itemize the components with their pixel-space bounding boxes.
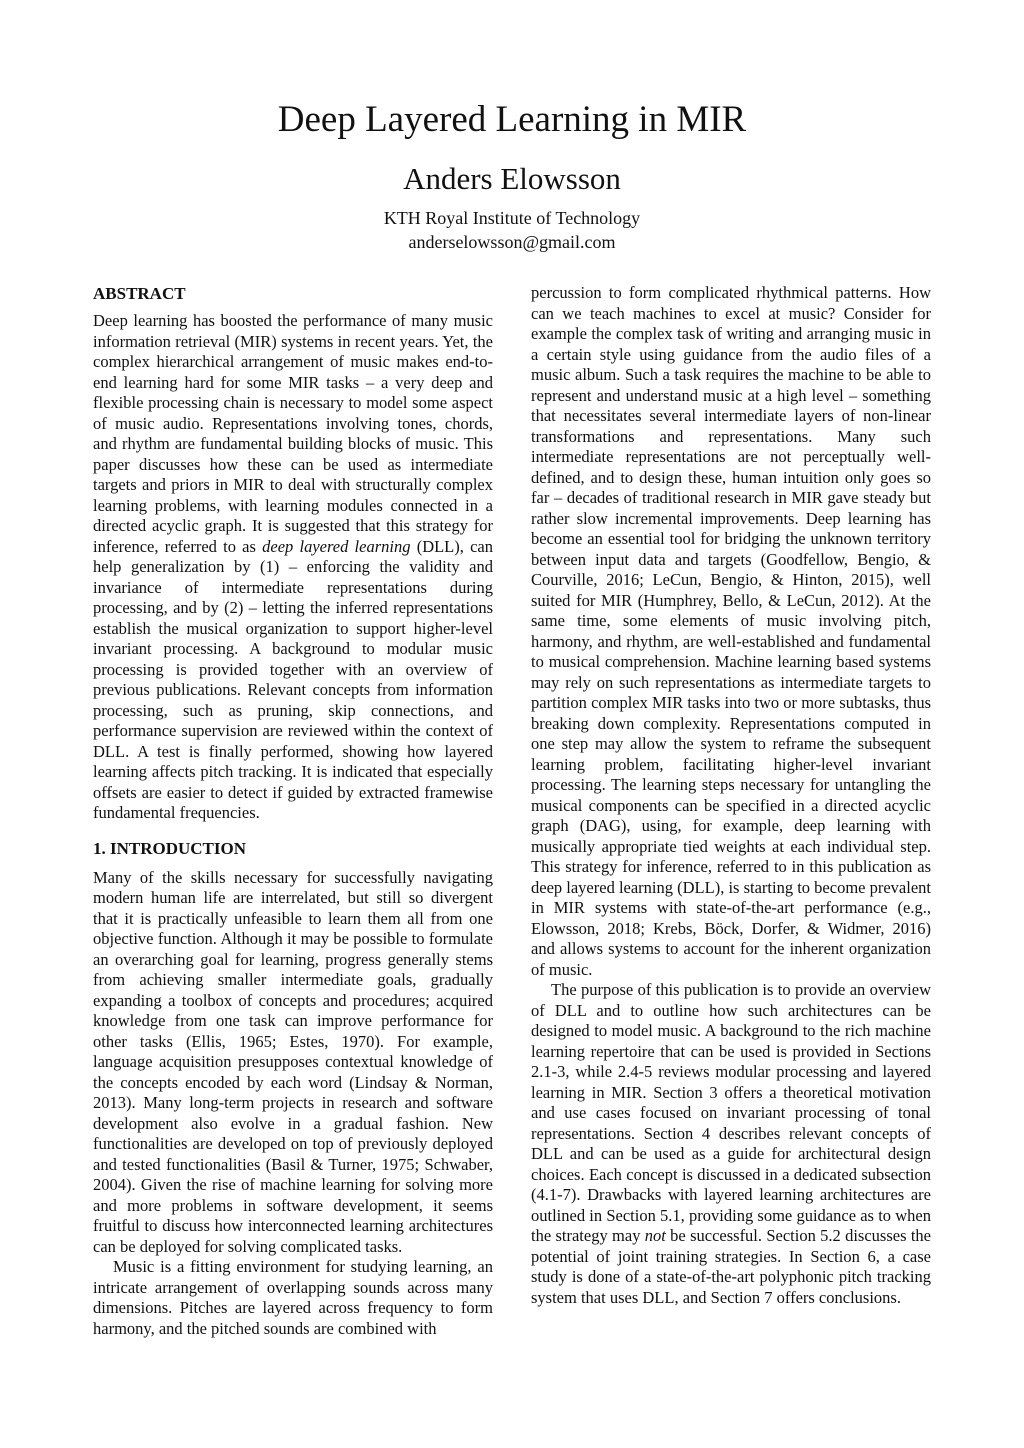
- abstract-text-part-1: Deep learning has boosted the performance of many music information retrieval (MIR) systems in recent years. Yet, the complex hierarchical arrangement of music makes end-to-end learning hard for some MIR tasks – a very deep and flexible processing chain is necessary to model some aspect of music audio. Representations involving tones, chords, and rhythm are fundamental building blocks of music. This paper discusses how these can be used as intermediate targets and priors in MIR to deal with structurally complex learning problems, with learning modules connected in a directed acyclic graph. It is suggested that this strategy for inference, referred to as: [93, 311, 493, 556]
- abstract-paragraph: [93, 311, 493, 824]
- intro-paragraph-3-part-1: The purpose of this publication is to provide an overview of DLL and to outline how such architectures can be designed to model music. A background to the rich machine learning repertoire that can be used is provided in Sections 2.1-3, while 2.4-5 reviews modular processing and layered learning in MIR. Section 3 offers a theoretical motivation and use cases focused on invariant processing of tonal representations. Section 4 describes relevant concepts of DLL and can be used as a guide for architectural design choices. Each concept is discussed in a dedicated subsection (4.1-7). Drawbacks with layered learning architectures are outlined in Section 5.1, providing some guidance as to when the strategy may: [531, 980, 931, 1245]
- paper-title: Deep Layered Learning in MIR: [277, 99, 747, 140]
- introduction-heading: 1. INTRODUCTION: [93, 838, 247, 858]
- left-column: [93, 283, 493, 1339]
- intro-paragraph-2-right-part: percussion to form complicated rhythmical patterns. How can we teach machines to excel at music? Consider for example the complex task of writing and arranging music in a certain style using guidance from the audio files of a music album. Such a task requires the machine to be able to represent and understand music at a high level – something that necessitates several intermediate layers of non-linear transformations and representations. Many such intermediate representations are not perceptually well-defined, and to design these, human intuition only goes so far – decades of traditional research in MIR gave steady but rather slow incremental improvements. Deep learning has become an essential tool for bridging the unknown territory between input data and targets (Goodfellow, Bengio, & Courville, 2016; LeCun, Bengio, & Hinton, 2015), well suited for MIR (Humphrey, Bello, & LeCun, 2012). At the same time, some elements of music involving pitch, harmony, and rhythm, are well-established and fundamental to musical comprehension. Machine learning based systems may rely on such representations as intermediate targets to partition complex MIR tasks into two or more subtasks, thus breaking down complexity. Representations computed in one step may allow the system to reframe the subsequent learning problem, facilitating higher-level invariant processing. The learning steps necessary for untangling the musical components can be specified in a directed acyclic graph (DAG), using, for example, deep learning with musically appropriate tied weights at each individual step. This strategy for inference, referred to in this publication as deep layered learning (DLL), is starting to become prevalent in MIR systems with state-of-the-art performance (e.g., Elowsson, 2018; Krebs, Böck, Dorfer, & Widmer, 2016) and allows systems to account for the inherent organization of music.: [531, 283, 931, 979]
- author-affiliation: KTH Royal Institute of Technology: [383, 208, 641, 228]
- abstract-emphasis: deep layered learning: [262, 536, 411, 556]
- intro-paragraph-3-emphasis: not: [644, 1226, 666, 1245]
- author-name: Anders Elowsson: [403, 161, 621, 196]
- intro-paragraph-1: Many of the skills necessary for successfully navigating modern human life are interrelated, but still so divergent that it is practically unfeasible to learn them all from one objective function. Although it may be possible to formulate an overarching goal for learning, progress generally stems from achieving smaller intermediate goals, gradually expanding a toolbox of concepts and procedures; acquired knowledge from one task can improve performance for other tasks (Ellis, 1965; Estes, 1970). For example, language acquisition presupposes contextual knowledge of the concepts encoded by each word (Lindsay & Norman, 2013). Many long-term projects in research and software development also evolve in a gradual fashion. New functionalities are developed on top of previously deployed and tested functionalities (Basil & Turner, 1975; Schwaber, 2004). Given the rise of machine learning for solving more and more problems in software development, it seems fruitful to discuss how interconnected learning architectures can be deployed for solving complicated tasks.: [93, 867, 493, 1256]
- author-email: anderselowsson@gmail.com: [408, 232, 616, 252]
- abstract-heading: ABSTRACT: [93, 284, 186, 303]
- abstract-text-part-2: (DLL), can help generalization by (1) – enforcing the validity and invariance of intermediate representations during processing, and by (2) – letting the inferred representations establish the musical organization to support higher-level invariant processing. A background to modular music processing is provided together with an overview of previous publications. Relevant concepts from information processing, such as pruning, skip connections, and performance supervision are reviewed within the context of DLL. A test is finally performed, showing how layered learning affects pitch tracking. It is indicated that especially offsets are easier to detect if guided by extracted framewise fundamental frequencies.: [93, 536, 493, 822]
- intro-paragraph-3-part-2: be successful. Section 5.2 discusses the potential of joint training strategies. In Section 6, a case study is done of a state-of-the-art polyphonic pitch tracking system that uses DLL, and Section 7 offers conclusions.: [531, 1226, 931, 1307]
- intro-paragraph-2-start: [93, 1257, 493, 1339]
- intro-paragraph-2-continued: [531, 283, 931, 980]
- intro-paragraph-2-left-part: Music is a fitting environment for studying learning, an intricate arrangement of overlapping sounds across many dimensions. Pitches are layered across frequency to form harmony, and the pitched sounds are combined with: [93, 1257, 493, 1338]
- right-column: [531, 283, 931, 1308]
- intro-paragraph-3: [531, 980, 931, 1308]
